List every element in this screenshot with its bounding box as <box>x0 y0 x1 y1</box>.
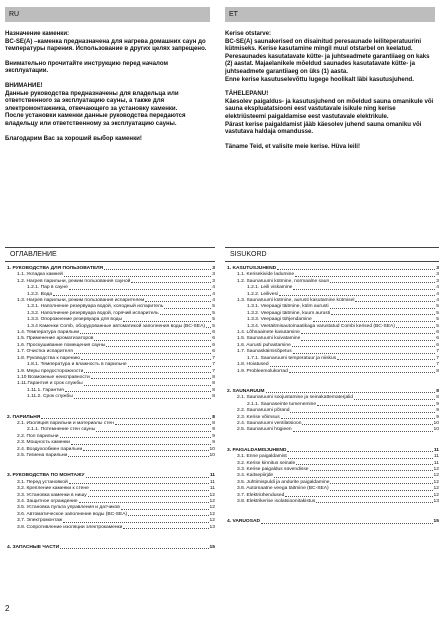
toc-entry-title: 3.1. Перед установкой <box>17 479 68 485</box>
toc-dot-leader <box>123 317 211 321</box>
toc-entry-page: 7 <box>212 368 215 374</box>
toc-entry-page: 8 <box>436 388 439 394</box>
toc-dot-leader <box>274 473 432 477</box>
toc-entry-title: 3.8. Сопротивление изоляции электрокаменки <box>17 524 123 530</box>
intro-ru-read-instructions: Внимательно прочитайте инструкцию перед началом эксплуатации. <box>5 59 168 75</box>
toc-entry-title: 1.9. Probleemolukorrad <box>237 368 288 374</box>
toc-dot-leader <box>145 298 211 302</box>
toc-entry-title: 1.2.1. Leili viskamine <box>247 285 293 291</box>
intro-ru-thanks: Благодарим Вас за хороший выбор каменки! <box>5 134 142 142</box>
toc-entry-title: 3.3. Kerise paigaldus süvendisse <box>237 466 309 472</box>
toc-entry-title: 1.6. Проскушивание помещения сауны <box>17 342 106 348</box>
toc-entry-page: 11 <box>433 454 439 460</box>
toc-entry-title: 3.7. Электромонтаж <box>17 518 63 524</box>
toc-entry-page: 12 <box>209 511 215 517</box>
toc-entry-page: 12 <box>433 492 439 498</box>
toc-dot-leader <box>123 525 208 529</box>
toc-entry-title: 1.3.3. Veepaagi tühjendamine <box>247 317 312 323</box>
toc-entry-title: 2. SAUNARUUM <box>227 388 265 394</box>
intro-et <box>225 30 435 157</box>
toc-dot-leader <box>60 434 212 438</box>
toc-dot-leader <box>293 285 435 289</box>
intro-ru-warning-heading: ВНИМАНИЕ! <box>5 81 43 89</box>
toc-entry-page: 13 <box>209 524 215 530</box>
toc-section-gap <box>225 505 439 519</box>
toc-entry-title: 1.3. Saunaruumi kütmine, aurusti kasutamine kütmisel <box>237 298 355 304</box>
toc-section-entry <box>5 545 215 551</box>
toc-dot-leader <box>313 317 436 321</box>
toc-dot-leader <box>281 415 436 419</box>
toc-dot-leader <box>41 415 211 419</box>
toc-dot-leader <box>287 448 432 452</box>
toc-dot-leader <box>310 467 433 471</box>
language-tag-ru: RU <box>5 7 210 22</box>
toc-entry-page: 11 <box>433 447 439 453</box>
toc-entry-page: 4 <box>212 285 215 291</box>
toc-dot-leader <box>74 349 211 353</box>
toc-entry-page: 5 <box>436 310 439 316</box>
toc-entry-page: 6 <box>212 349 215 355</box>
toc-entry-page: 15 <box>433 519 439 525</box>
toc-entry-page: 9 <box>436 408 439 414</box>
intro-et-warning-text: Käesolev paigaldus- ja kasutusjuhend on mõeldud sauna omanikule või sauna ekspluatatsiooni eest vastutavale isikule ning kerise elektriüsteemi paigaldamise eest vastutavale elektrikule. <box>225 97 434 120</box>
toc-entry-page: 4 <box>212 298 215 304</box>
toc-dot-leader <box>96 427 211 431</box>
toc-dot-leader <box>69 480 209 484</box>
toc-dot-leader <box>128 512 208 516</box>
intro-ru <box>5 30 210 149</box>
toc-entry-title: 2.5. Saunaruumi hügieen <box>237 427 292 433</box>
toc-dot-leader <box>65 388 211 392</box>
toc-entry-page: 6 <box>212 342 215 348</box>
toc-dot-leader <box>91 375 212 379</box>
toc-entry-title: 3.2. Крепление каменки к стене <box>17 486 89 492</box>
toc-dot-leader <box>83 447 208 451</box>
table-of-contents-et <box>225 247 439 526</box>
toc-entry-title: 1.11.Гарантия и срок службы <box>17 381 83 387</box>
intro-ru-warning-text: Данные руководства предназначены для владельца или ответственного за эксплуатацию сауны, а также для электромонтажника, отвечающего за установку каменки. <box>5 89 179 112</box>
toc-entry-page: 6 <box>212 330 215 336</box>
toc-dot-leader <box>301 330 435 334</box>
intro-ru-purpose-heading: Назначение каменки: <box>5 30 70 37</box>
toc-entry-title: 1.1. Укладка камней <box>17 272 63 278</box>
table-of-contents-ru <box>5 247 215 551</box>
toc-dot-leader <box>266 389 436 393</box>
toc-entry-page: 13 <box>433 499 439 504</box>
toc-entry-page: 7 <box>436 362 439 368</box>
toc-dot-leader <box>74 394 211 398</box>
toc-entry-page: 4 <box>436 285 439 291</box>
toc-entry-page: 9 <box>436 401 439 407</box>
toc-entry-page: 12 <box>209 492 215 498</box>
toc-entry-title: 1.3.1. Veepaagi täitmine, külm aurusti <box>247 304 329 310</box>
toc-section-gap <box>225 434 439 448</box>
toc-entry-title: 2.1. Saunaruumi soojustamine ja seinakattematerjalid <box>237 395 354 401</box>
toc-dot-leader <box>121 505 209 509</box>
toc-dot-leader <box>81 356 211 360</box>
toc-entry-page: 7 <box>212 362 215 368</box>
toc-dot-leader <box>94 336 211 340</box>
toc-section-gap <box>225 375 439 389</box>
intro-et-purpose-text: BC-SE(A) saunakerised on disainitud peresaunade leiliteperatuurini kütmiseks. Kerise kasutamine mingil muul otstarbel on keelatud. <box>225 37 422 53</box>
toc-dot-leader <box>164 304 211 308</box>
toc-entry-page: 11 <box>433 460 439 466</box>
toc-dot-leader <box>292 343 435 347</box>
toc-dot-leader <box>331 311 435 315</box>
toc-entry-title: 3. РУКОВОДСТВА ПО МОНТАЖУ <box>7 473 85 479</box>
toc-entry-title: 1.8.1. Температура и влажность в парильне <box>27 362 127 368</box>
toc-entry-title: 2.4. Воздухообмен парильни <box>17 446 83 452</box>
toc-entry-title: 4. VARUOSAD <box>227 519 261 525</box>
intro-et-read-instructions: Enne kerise kasutuselevõttu lugege hoolikalt läbi kasutusjuhend. <box>225 75 414 83</box>
toc-entry-title: 1.2.2. Вода <box>27 291 53 297</box>
toc-entry-title: 1.7.1. Saunaruumi temperatuur ja niiskus <box>247 355 337 361</box>
toc-entry-page: 8 <box>436 368 439 374</box>
toc-entry-title: 1.2.2. Leilivesi <box>247 291 278 297</box>
toc-entry-title: 1.3.4 Каменки Comb, оборудованные автоматикой заполнения воды (BC-SEA) <box>27 323 205 329</box>
toc-section-gap <box>5 531 215 545</box>
toc-entry-title: 1.3.1. Наполнение резервуара водой, холодный испаритель <box>27 304 164 310</box>
toc-entry-page: 9 <box>212 433 215 439</box>
toc-entry-title: 3.3. Установка каменки в нишу <box>17 492 87 498</box>
toc-dot-leader <box>330 304 436 308</box>
toc-entry-title: 1.3.2. Veepaagi täitmine, kuum aurusti <box>247 310 331 316</box>
toc-dot-leader <box>317 402 435 406</box>
toc-entry-page: 4 <box>436 298 439 304</box>
intro-et-purpose-heading: Kerise otstarve: <box>225 30 272 37</box>
toc-entry-page: 12 <box>433 473 439 479</box>
toc-entry-title: 1.6. Aurusti puhastamine <box>237 342 291 348</box>
toc-dot-leader <box>270 362 436 366</box>
toc-entry-page: 5 <box>436 317 439 323</box>
toc-entry-page: 10 <box>209 452 215 458</box>
toc-entry-page: 12 <box>433 486 439 492</box>
toc-entry-page: 8 <box>436 395 439 401</box>
toc-dot-leader <box>115 421 211 425</box>
toc-entry-page: 9 <box>436 414 439 420</box>
toc-entry-page: 7 <box>436 349 439 355</box>
toc-entry-page: 8 <box>212 414 215 420</box>
toc-entry-title: 1.2.1. Пар в сауне <box>27 285 68 291</box>
toc-dot-leader <box>88 493 209 497</box>
toc-dot-leader <box>68 453 208 457</box>
toc-entry-page: 9 <box>212 440 215 446</box>
toc-entry-page: 5 <box>436 304 439 310</box>
toc-entry-page: 8 <box>212 387 215 393</box>
toc-dot-leader <box>63 518 208 522</box>
toc-entry-page: 9 <box>212 427 215 433</box>
toc-dot-leader <box>79 499 209 503</box>
toc-heading-et: SISUKORD <box>225 247 439 262</box>
toc-entry-title: 3.8. Elektrikerise isolatsioonitakistus <box>237 499 316 504</box>
toc-dot-leader <box>106 343 211 347</box>
toc-dot-leader <box>86 473 209 477</box>
toc-section-gap <box>5 401 215 415</box>
toc-dot-leader <box>128 362 212 366</box>
toc-entry-title: 1.3.3. Опорожнение резервуара для воды <box>27 317 122 323</box>
toc-entry-title: 3.4. Защитное ограждение <box>17 499 78 504</box>
toc-entry-title: 1.5. Применение ароматизаторов <box>17 336 94 342</box>
toc-entry-page: 5 <box>212 304 215 310</box>
toc-dot-leader <box>131 279 211 283</box>
toc-entry-title: 2.3. Kerise võimsus <box>237 414 280 420</box>
toc-entry-title: 1.4. Lõhnaainete kasutamine <box>237 330 300 336</box>
toc-entry-title: 3.6. Автоматическое заполнение воды (BC-SEA) <box>17 511 128 517</box>
toc-dot-leader <box>60 545 208 549</box>
toc-heading-ru: ОГЛАВЛЕНИЕ <box>5 247 215 262</box>
toc-entry-page: 5 <box>436 323 439 329</box>
toc-entry-page: 6 <box>436 330 439 336</box>
toc-entry-title: 1.3. Нагрев парильни, режим пользования испарителем <box>17 298 145 304</box>
language-tag-et: ET <box>225 7 435 22</box>
toc-entry-page: 4 <box>436 291 439 297</box>
toc-entry-title: 3.2. Kerise kinnitus seinale <box>237 460 296 466</box>
intro-ru-purpose-text: BC-SE(A) –каменка предназначена для нагрева домашних саун до температуры парения. Использование в других целях запрещено. <box>5 37 207 53</box>
toc-entry-page: 6 <box>212 336 215 342</box>
toc-dot-leader <box>295 272 435 276</box>
toc-entry-title: 2.4. Saunaruumi ventilatsioon <box>237 420 302 426</box>
toc-entry-title: 1.7. Saunaskäimisõpetus <box>237 349 292 355</box>
toc-entry-page: 8 <box>212 381 215 387</box>
toc-dot-leader <box>84 381 212 385</box>
toc-entry-title: 1.11.1. Гарантия <box>27 387 64 393</box>
toc-entry-title: 2.2. Saunaruumi põrand <box>237 408 290 414</box>
toc-entry-title: 1.2. Нагрев парильни, режим пользования сауной <box>17 278 131 284</box>
toc-dot-leader <box>69 285 211 289</box>
toc-dot-leader <box>261 519 432 523</box>
intro-et-handover-text: Pärast kerise paigaldamist jääb käesolev juhend sauna omaniku või vastutava haldaja omandusse. <box>225 120 422 136</box>
toc-dot-leader <box>64 272 211 276</box>
toc-entry-title: 1.7. Очистка испарителя <box>17 349 73 355</box>
toc-entry-title: 1.10 Возможные неисправности <box>17 374 90 380</box>
toc-entry-page: 3 <box>212 266 215 271</box>
toc-entry-page: 5 <box>212 317 215 323</box>
intro-ru-handover-text: После установки каменки данные руководства передаются владельцу или ответственному за эксплуатацию сауны. <box>5 112 186 127</box>
toc-entry-page: 8 <box>212 394 215 400</box>
intro-et-warning-heading: TÄHELEPANU! <box>225 90 269 98</box>
toc-entry-title: 3.5. Установка пульта управления и датчиков <box>17 505 120 511</box>
toc-entry-title: 3.5. Juhtimispuldi ja andurite paigaldamine <box>237 479 330 485</box>
toc-entry-title: 1. РУКОВОДСТВА ДЛЯ ПОЛЬЗОВАТЕЛЯ <box>7 266 104 271</box>
toc-entry-page: 11 <box>209 486 215 492</box>
toc-dot-leader <box>396 324 435 328</box>
toc-dot-leader <box>285 493 432 497</box>
toc-entry-page: 6 <box>436 342 439 348</box>
toc-dot-leader <box>296 461 433 465</box>
toc-entry-title: 2.3. Мощность каменки <box>17 440 71 446</box>
toc-entry-page: 8 <box>212 420 215 426</box>
toc-dot-leader <box>53 292 211 296</box>
toc-entry-title: 1.5. Saunaruumi kuivatamine <box>237 336 301 342</box>
toc-entry-page: 12 <box>209 518 215 524</box>
toc-dot-leader <box>206 324 211 328</box>
toc-entry-title: 1. KASUTUSJUHEND <box>227 266 277 271</box>
toc-entry-title: 1.4. Температура парильни <box>17 330 80 336</box>
toc-entry-page: 10 <box>433 427 439 433</box>
intro-et-thanks: Täname Teid, et valisite meie kerise. Hüva leili! <box>225 142 361 150</box>
toc-entry-title: 2.2. Пол парильни <box>17 433 59 439</box>
toc-entry-page: 8 <box>212 374 215 380</box>
toc-entry-title: 1.9. Меры предосторожности <box>17 368 84 374</box>
toc-dot-leader <box>104 266 211 270</box>
toc-entry-page: 3 <box>436 266 439 271</box>
toc-dot-leader <box>289 369 435 373</box>
toc-entry-page: 10 <box>209 446 215 452</box>
toc-entry-title: 1.3.4. Veetäitmisautomaatikaga varustatud Combi kerised (BC-SEA) <box>247 323 395 329</box>
toc-entry-title: 2.1.1. Потемнение стен сауны <box>27 427 96 433</box>
toc-dot-leader <box>293 427 433 431</box>
toc-dot-leader <box>288 454 433 458</box>
toc-entry-page: 10 <box>433 420 439 426</box>
toc-dot-leader <box>301 336 435 340</box>
intro-et-warranty-text: Peresaunades kasutatavate kütte- ja juhtseadmete garantiiaeg on kaks (2) aastat. Majaelanikele mõeldud saunades kasutatavate kütte- ja juhtseadmete garantiiaeg on üks (1) aasta. <box>225 52 430 75</box>
toc-entry-page: 12 <box>433 466 439 472</box>
toc-entry-title: 1.8. Hoiatused <box>237 362 269 368</box>
toc-entry-title: 1.3.2. Наполнение резервуара водой, горячий испаритель <box>27 310 159 316</box>
toc-entry-page: 5 <box>212 323 215 329</box>
toc-entry-title: 1.1. Kerisekivide ladumine <box>237 272 295 278</box>
toc-dot-leader <box>316 499 432 503</box>
toc-entry-title: 3.1. Enne paigaldamist <box>237 454 287 460</box>
toc-dot-leader <box>80 330 211 334</box>
toc-entry-page: 15 <box>209 545 215 551</box>
toc-dot-leader <box>355 298 435 302</box>
toc-entry-title: 1.2. Saunaruumi kütmine, normaalne saun <box>237 278 330 284</box>
toc-dot-leader <box>330 486 433 490</box>
toc-entry-page: 3 <box>436 272 439 278</box>
toc-dot-leader <box>277 266 435 270</box>
toc-dot-leader <box>71 440 211 444</box>
toc-dot-leader <box>337 356 435 360</box>
toc-entry-title: 2.1. Изоляция парильни и материалы стен <box>17 420 114 426</box>
toc-dot-leader <box>330 480 432 484</box>
toc-section-entry <box>225 519 439 525</box>
toc-entry-page: 12 <box>209 505 215 511</box>
toc-entry-page: 5 <box>212 310 215 316</box>
toc-entry-title: 1.11.2. Срок службы <box>27 394 73 400</box>
toc-entry-page: 3 <box>212 272 215 278</box>
toc-entry-title: 3.6. Automaatne veega täitmine (BC-SEA) <box>237 486 329 492</box>
toc-entry-page: 12 <box>209 499 215 504</box>
toc-dot-leader <box>293 349 436 353</box>
toc-entry-page: 12 <box>433 479 439 485</box>
toc-entry-title: 2.1.1. Saunaseinte tumenemine <box>247 401 317 407</box>
toc-entry-page: 11 <box>209 479 215 485</box>
toc-entry-page: 11 <box>209 473 215 479</box>
toc-dot-leader <box>302 421 432 425</box>
toc-entry-page: 3 <box>436 278 439 284</box>
toc-dot-leader <box>279 292 435 296</box>
toc-dot-leader <box>90 486 209 490</box>
toc-entry-title: 1.8. Руководства к парению <box>17 355 80 361</box>
toc-dot-leader <box>84 369 211 373</box>
toc-dot-leader <box>160 311 212 315</box>
page-number: 2 <box>5 604 10 613</box>
toc-dot-leader <box>330 279 435 283</box>
toc-entry-title: 3.4. Kaitsepiirjde <box>237 473 274 479</box>
toc-entry-page: 6 <box>436 336 439 342</box>
toc-dot-leader <box>354 395 435 399</box>
toc-section-gap <box>5 459 215 473</box>
toc-entry-page: 7 <box>436 355 439 361</box>
toc-entry-title: 3. PAIGALDAMISJUHEND <box>227 447 287 453</box>
toc-entry-page: 3 <box>212 278 215 284</box>
toc-entry-title: 2.5. Гигиена парильни <box>17 452 68 458</box>
toc-entry-title: 3.7. Elektriühendused <box>237 492 285 498</box>
toc-entry-title: 2. ПАРИЛЬНЯ <box>7 414 41 420</box>
toc-entry-page: 4 <box>212 291 215 297</box>
toc-dot-leader <box>290 408 435 412</box>
toc-entry-page: 7 <box>212 355 215 361</box>
toc-entry-title: 4. ЗАПАСНЫЕ ЧАСТИ <box>7 545 60 551</box>
